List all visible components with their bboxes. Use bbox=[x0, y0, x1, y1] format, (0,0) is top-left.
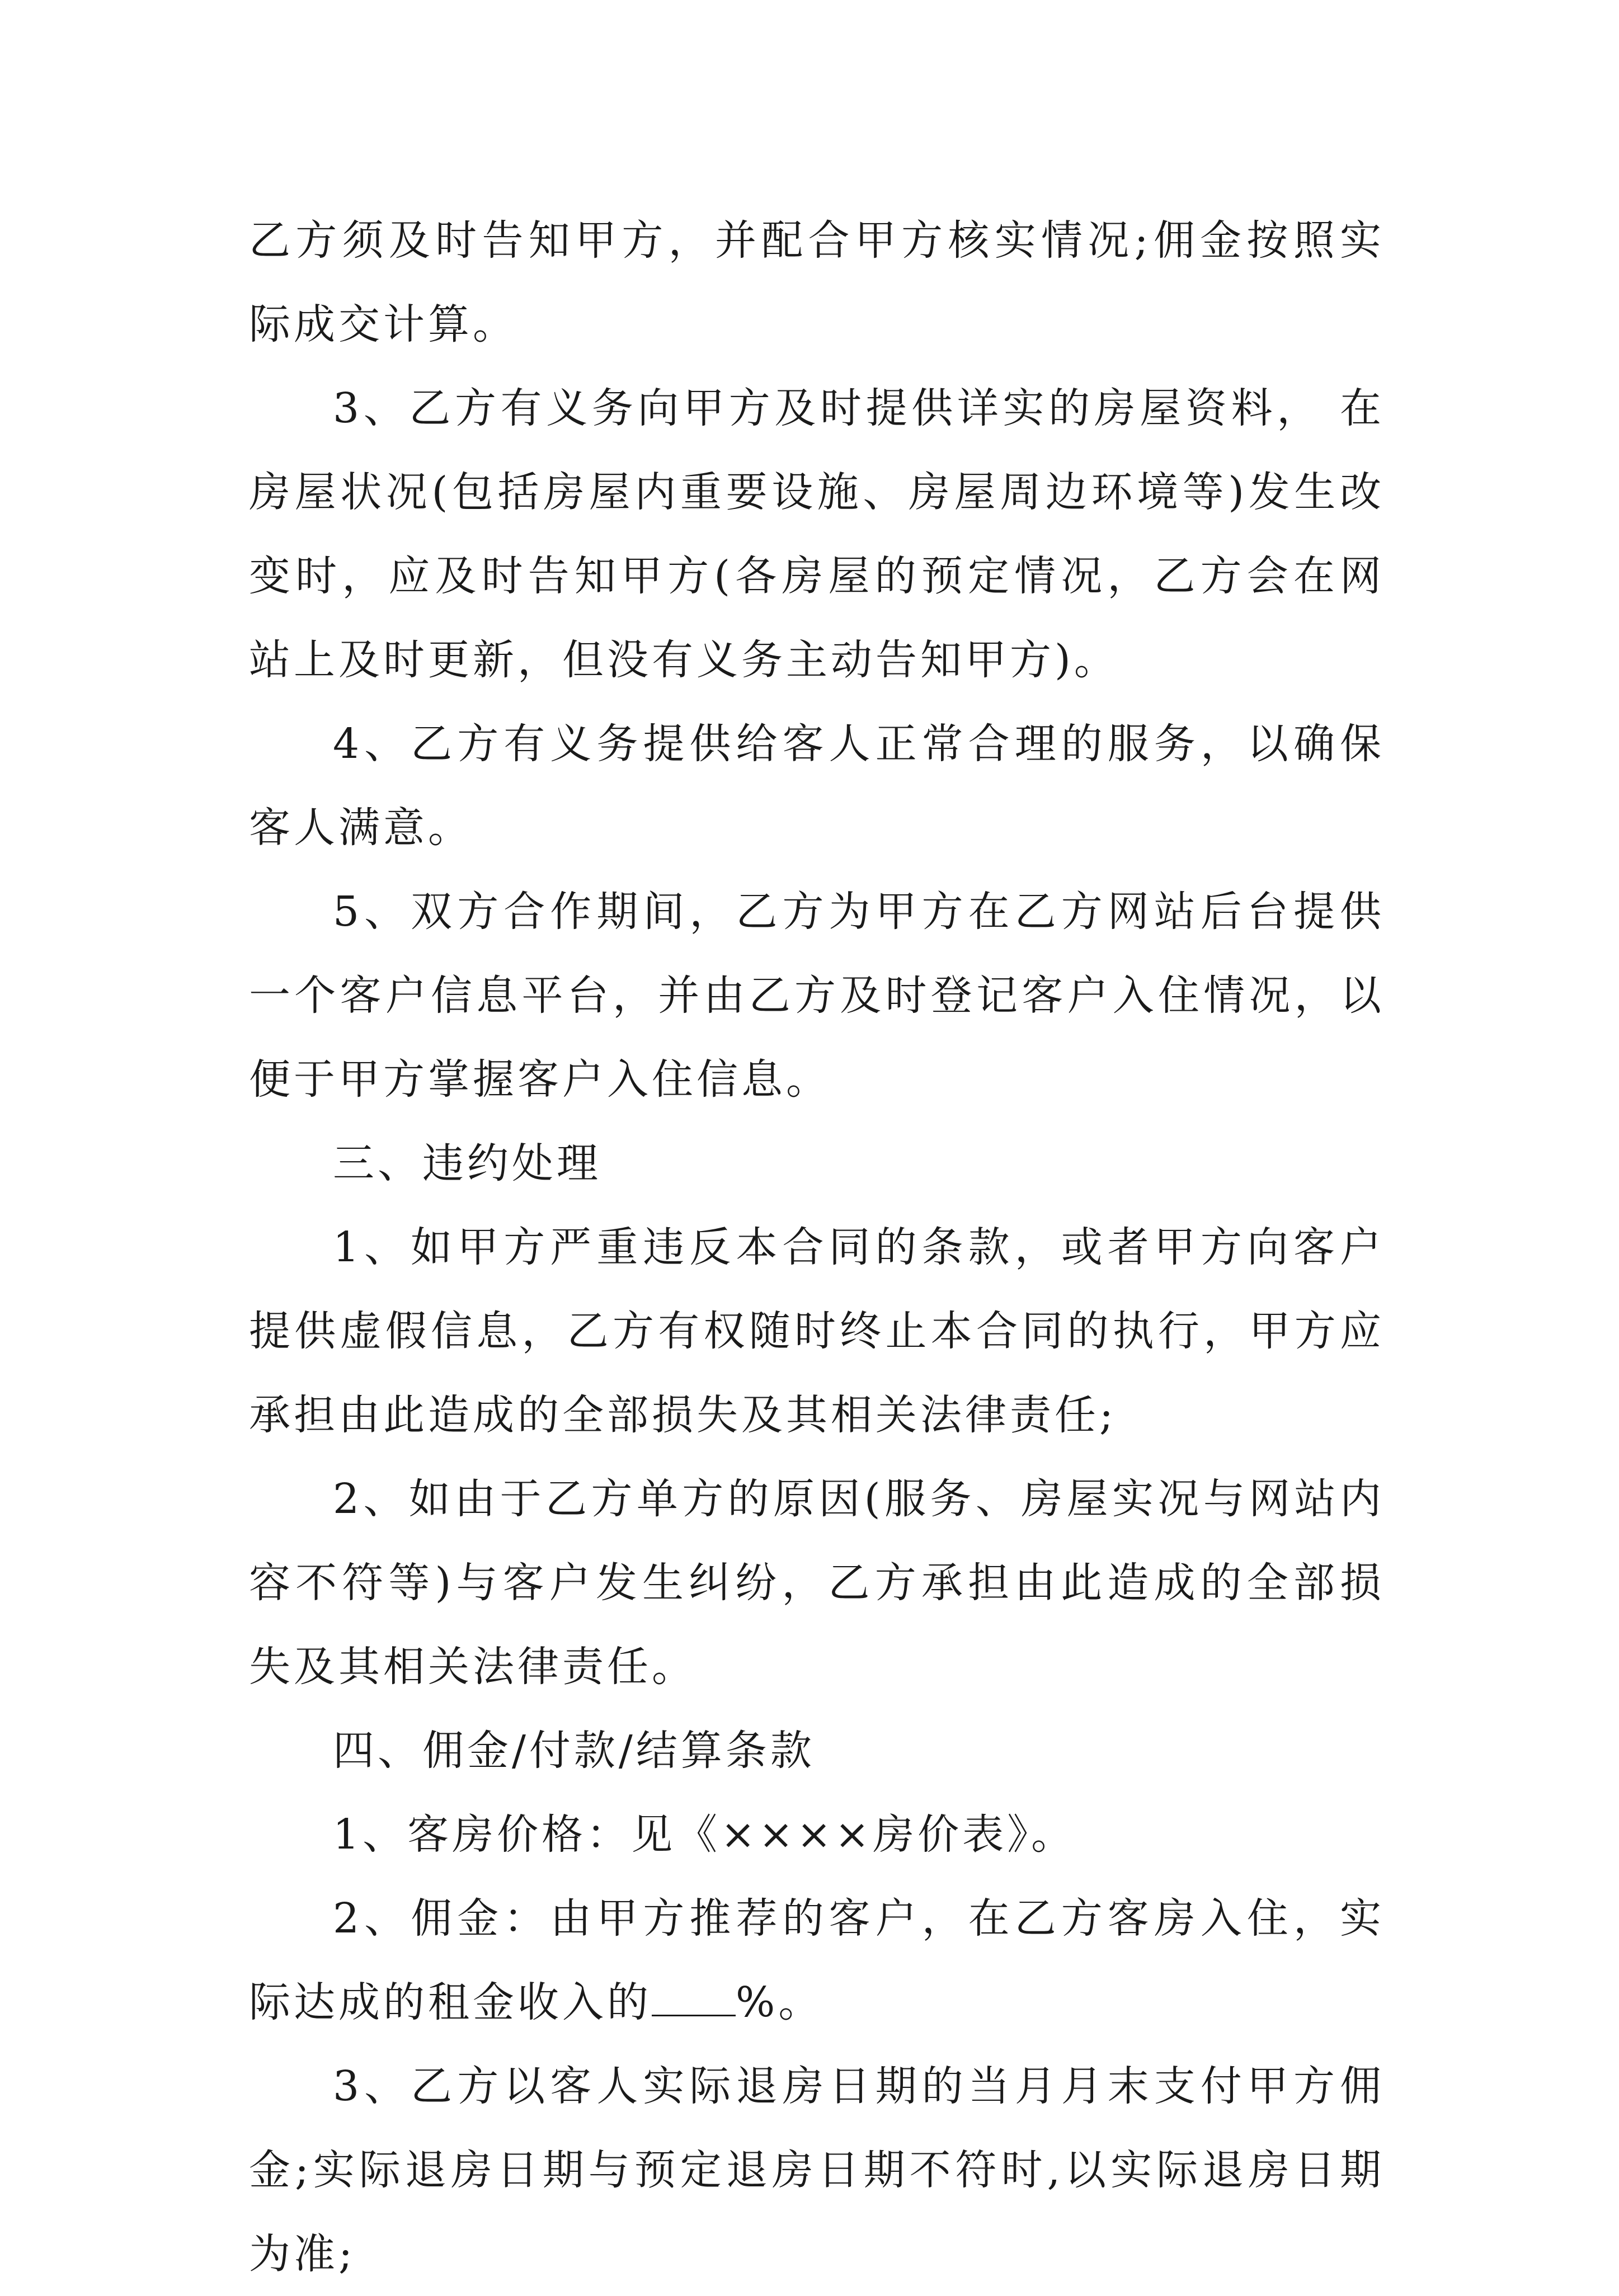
paragraph-commission-note: 乙方须及时告知甲方，并配合甲方核实情况;佣金按照实际成交计算。 bbox=[249, 216, 1385, 348]
clause-4-1: 1、客房价格：见《××××房价表》。 bbox=[333, 1811, 1076, 1859]
commission-rate-blank bbox=[652, 1981, 736, 2016]
section-heading-payment: 四、佣金/付款/结算条款 bbox=[333, 1727, 815, 1775]
clause-4-2-suffix: %。 bbox=[736, 1978, 823, 2026]
clause-3-1: 1、如甲方严重违反本合同的条款，或者甲方向客户提供虚假信息，乙方有权随时终止本合同的执行，甲方应承担由此造成的全部损失及其相关法律责任; bbox=[249, 1223, 1385, 1439]
clause-4-2 bbox=[249, 1877, 1385, 2044]
clause-2-3: 3、乙方有义务向甲方及时提供详实的房屋资料， 在房屋状况(包括房屋内重要设施、房屋周边环境等)发生改变时，应及时告知甲方(各房屋的预定情况，乙方会在网站上及时更新，但没有义务主动告知甲方)。 bbox=[249, 384, 1385, 684]
clause-3-2: 2、如由于乙方单方的原因(服务、房屋实况与网站内容不符等)与客户发生纠纷，乙方承担由此造成的全部损失及其相关法律责任。 bbox=[249, 1475, 1385, 1691]
clause-4-3: 3、乙方以客人实际退房日期的当月月末支付甲方佣金;实际退房日期与预定退房日期不符时,以实际退房日期为准; bbox=[249, 2062, 1385, 2278]
section-heading-breach: 三、违约处理 bbox=[333, 1139, 601, 1187]
clause-2-4: 4、乙方有义务提供给客人正常合理的服务，以确保客人满意。 bbox=[249, 720, 1385, 852]
document-body bbox=[249, 199, 1385, 2296]
clause-2-5: 5、双方合作期间，乙方为甲方在乙方网站后台提供一个客户信息平台，并由乙方及时登记客户入住情况，以便于甲方掌握客户入住信息。 bbox=[249, 888, 1385, 1104]
clause-4-2-text: 2、佣金：由甲方推荐的客户，在乙方客房入住，实际达成的租金收入的 bbox=[249, 1894, 1385, 2026]
